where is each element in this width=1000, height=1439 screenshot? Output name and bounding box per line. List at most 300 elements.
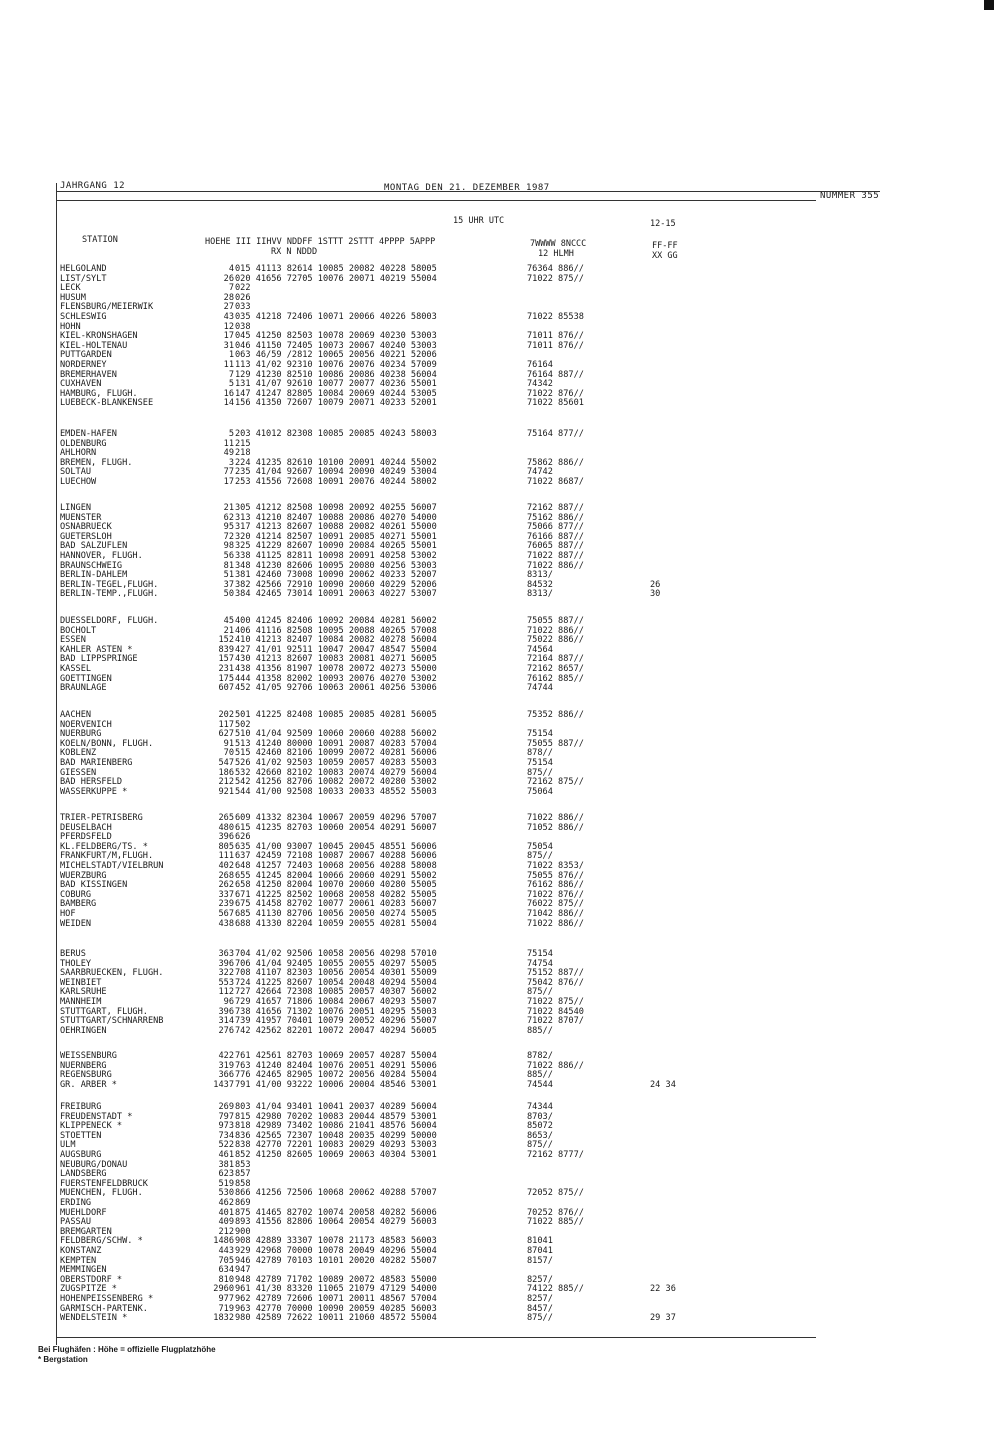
weather-code: 75154 xyxy=(527,758,553,768)
weather-code: 76065 887// xyxy=(527,541,584,552)
weather-code: 76166 887// xyxy=(527,531,584,542)
synop-code: 381 42460 73008 10090 20062 40233 52007 xyxy=(235,570,437,581)
weather-code: 8703/ xyxy=(527,1111,553,1122)
weather-code: 71022 886// xyxy=(527,813,584,823)
station-height: 1486 xyxy=(213,1236,234,1247)
table-row xyxy=(0,562,1000,572)
table-row xyxy=(0,778,1000,788)
station-name: THOLEY xyxy=(60,958,92,969)
synop-code: 317 41213 82607 10088 20082 40261 55000 xyxy=(235,522,437,533)
weather-code: 8653/ xyxy=(527,1130,553,1141)
table-row xyxy=(0,1257,1000,1267)
table-row xyxy=(0,1305,1000,1315)
station-name: WUERZBURG xyxy=(60,870,107,881)
table-row xyxy=(0,380,1000,390)
station-name: FREIBURG xyxy=(60,1102,102,1112)
station-name: KAHLER ASTEN * xyxy=(60,644,133,655)
table-row xyxy=(0,1027,1000,1037)
station-height: 5 xyxy=(228,429,234,439)
station-name: NUERBURG xyxy=(60,729,102,740)
station-height: 422 xyxy=(218,1051,234,1061)
weather-header-1: 7WWWW 8NCCC xyxy=(530,239,587,249)
synop-code: 908 42889 33307 10078 21173 48583 56003 xyxy=(235,1236,437,1247)
volume-label: JAHRGANG 12 xyxy=(60,181,126,191)
weather-code: 72052 875// xyxy=(527,1188,584,1199)
table-row xyxy=(0,351,1000,361)
synop-code: 742 42562 82201 10072 20047 40294 56005 xyxy=(235,1025,437,1036)
station-name: WASSERKUPPE * xyxy=(60,786,128,797)
station-height: 401 xyxy=(218,1207,234,1218)
table-row xyxy=(0,891,1000,901)
table-row xyxy=(0,814,1000,824)
station-height: 522 xyxy=(218,1140,234,1151)
weather-code: 75022 886// xyxy=(527,635,584,646)
table-row xyxy=(0,514,1000,524)
weather-code: 71022 876// xyxy=(527,889,584,900)
synop-code: 224 41235 82610 10100 20091 40244 55002 xyxy=(235,457,437,468)
station-name: FLENSBURG/MEIERWIK xyxy=(60,302,154,313)
station-height: 21 xyxy=(223,503,234,513)
weather-code: 72164 887// xyxy=(527,654,584,665)
synop-code: 033 xyxy=(235,302,251,313)
station-height: 402 xyxy=(218,861,234,871)
synop-code: 727 42664 72308 10085 20057 40307 56002 xyxy=(235,987,437,998)
station-height: 51 xyxy=(223,570,234,581)
station-height: 212 xyxy=(218,777,234,788)
weather-code: 74344 xyxy=(527,1102,553,1112)
weather-code: 75055 876// xyxy=(527,870,584,881)
synop-code: 729 41657 71806 10084 20067 40293 55007 xyxy=(235,997,437,1007)
station-height: 3 xyxy=(228,457,234,468)
header-rule xyxy=(56,191,880,192)
station-name: BERUS xyxy=(60,949,86,959)
table-row xyxy=(0,1113,1000,1123)
station-height: 212 xyxy=(218,1226,234,1237)
station-height: 16 xyxy=(223,388,234,399)
station-name: BOCHOLT xyxy=(60,625,97,636)
table-row xyxy=(0,769,1000,779)
wind-period-header: 12-15 xyxy=(650,219,676,229)
station-name: BERLIN-TEMP.,FLUGH. xyxy=(60,589,159,600)
weather-code: 71022 875// xyxy=(527,273,584,284)
station-name: OEHRINGEN xyxy=(60,1025,107,1036)
station-name: KARLSRUHE xyxy=(60,987,107,998)
station-height: 56 xyxy=(223,551,234,561)
synop-code: 946 42789 70103 10101 20020 40282 55007 xyxy=(235,1255,437,1266)
station-height: 11 xyxy=(223,360,234,370)
synop-code: 147 41247 82805 10084 20069 40244 53005 xyxy=(235,388,437,399)
table-row xyxy=(0,459,1000,469)
table-row xyxy=(0,440,1000,450)
weather-code: 75154 xyxy=(527,729,553,740)
table-row xyxy=(0,910,1000,920)
gust-code: 30 xyxy=(650,589,661,600)
station-height: 363 xyxy=(218,949,234,959)
weather-code: 72162 875// xyxy=(527,777,584,788)
synop-code: 963 42770 70000 10090 20059 40285 56003 xyxy=(235,1303,437,1314)
table-row xyxy=(0,1276,1000,1286)
weather-code: 71022 85538 xyxy=(527,312,584,322)
table-row xyxy=(0,552,1000,562)
table-row xyxy=(0,711,1000,721)
station-height: 91 xyxy=(223,738,234,749)
weather-code: 75064 xyxy=(527,786,553,797)
synop-code: 685 41130 82706 10056 20050 40274 55005 xyxy=(235,909,437,919)
station-name: DUESSELDORF, FLUGH. xyxy=(60,616,159,626)
station-height: 396 xyxy=(218,832,234,843)
gust-code: 29 37 xyxy=(650,1313,676,1324)
synop-code: 708 41107 82303 10056 20054 40301 55009 xyxy=(235,968,437,979)
station-name: KOELN/BONN, FLUGH. xyxy=(60,738,154,749)
table-row xyxy=(0,969,1000,979)
table-row xyxy=(0,332,1000,342)
station-name: AACHEN xyxy=(60,710,92,720)
station-name: LANDSBERG xyxy=(60,1169,107,1180)
table-row xyxy=(0,788,1000,798)
header-rule-2 xyxy=(56,200,816,201)
table-row xyxy=(0,265,1000,275)
synop-code: 313 41210 82407 10088 20086 40270 54000 xyxy=(235,512,437,523)
footnote-airports: Bei Flughäfen : Höhe = offizielle Flugplatzhöhe xyxy=(38,1345,216,1354)
weather-code: 8257/ xyxy=(527,1274,553,1285)
synop-code: 427 41/01 92511 10047 20047 48547 55004 xyxy=(235,644,437,655)
weather-code: 8257/ xyxy=(527,1294,553,1304)
weather-code: 75042 876// xyxy=(527,977,584,988)
station-height: 1 xyxy=(228,350,234,361)
station-name: NEUBURG/DONAU xyxy=(60,1159,128,1170)
synop-code: 763 41240 82404 10076 20051 40291 55006 xyxy=(235,1060,437,1071)
station-name: SAARBRUECKEN, FLUGH. xyxy=(60,968,164,979)
weather-code: 75055 887// xyxy=(527,616,584,626)
table-row xyxy=(0,646,1000,656)
station-height: 26 xyxy=(223,273,234,284)
station-height: 262 xyxy=(218,880,234,891)
synop-code: 400 41245 82406 10092 20084 40281 56002 xyxy=(235,616,437,626)
station-name: REGENSBURG xyxy=(60,1070,112,1081)
synop-code: 501 41225 82408 10085 20085 40281 56005 xyxy=(235,710,437,720)
weather-code: 75164 877// xyxy=(527,429,584,439)
station-name: KL.FELDBERG/TS. * xyxy=(60,841,148,852)
station-name: WEIDEN xyxy=(60,918,92,929)
table-row xyxy=(0,1247,1000,1257)
station-height: 7 xyxy=(228,369,234,380)
weather-code: 75152 887// xyxy=(527,968,584,979)
synop-code: 510 41/04 92509 10060 20060 40288 56002 xyxy=(235,729,437,740)
table-row xyxy=(0,430,1000,440)
station-height: 17 xyxy=(223,331,234,342)
station-name: OBERSTDORF * xyxy=(60,1274,123,1285)
table-row xyxy=(0,303,1000,313)
table-row xyxy=(0,998,1000,1008)
synop-code: 502 xyxy=(235,719,251,730)
weather-code: 71022 886// xyxy=(527,1060,584,1071)
synop-code: 858 xyxy=(235,1178,251,1189)
station-height: 2960 xyxy=(213,1284,234,1295)
weather-code: 75066 877// xyxy=(527,522,584,533)
station-name: GIESSEN xyxy=(60,767,97,778)
station-height: 1832 xyxy=(213,1313,234,1324)
weather-code: 885// xyxy=(527,1070,553,1081)
weather-code: 71022 8707/ xyxy=(527,1016,584,1027)
station-name: BAD HERSFELD xyxy=(60,777,123,788)
synop-code: 761 42561 82703 10069 20057 40287 55004 xyxy=(235,1051,437,1061)
synop-code: 020 41656 72705 10076 20071 40219 55004 xyxy=(235,273,437,284)
station-height: 81 xyxy=(223,560,234,571)
weather-code: 71022 886// xyxy=(527,918,584,929)
table-row xyxy=(0,1132,1000,1142)
synop-code: 218 xyxy=(235,448,251,459)
synop-code: 803 41/04 93401 10041 20037 40289 56004 xyxy=(235,1102,437,1112)
gust-code: 26 xyxy=(650,579,661,590)
table-row xyxy=(0,478,1000,488)
table-row xyxy=(0,1266,1000,1276)
table-row xyxy=(0,655,1000,665)
synop-code: 900 xyxy=(235,1226,251,1237)
station-height: 973 xyxy=(218,1121,234,1132)
table-row xyxy=(0,749,1000,759)
synop-code: 852 41250 82605 10069 20063 40304 53001 xyxy=(235,1150,437,1160)
weather-code: 75162 886// xyxy=(527,512,584,523)
station-height: 186 xyxy=(218,767,234,778)
station-height: 366 xyxy=(218,1070,234,1081)
code-header-2: RX N NDDD xyxy=(271,247,318,257)
weather-code: 8157/ xyxy=(527,1255,553,1266)
station-name: ERDING xyxy=(60,1198,92,1208)
station-name: BAD SALZUFLEN xyxy=(60,541,128,552)
station-height: 70 xyxy=(223,748,234,759)
table-row xyxy=(0,1141,1000,1151)
station-name: BERLIN-DAHLEM xyxy=(60,570,128,581)
weather-code: 84532 xyxy=(527,579,553,590)
table-row xyxy=(0,284,1000,294)
weather-code: 71022 887// xyxy=(527,551,584,561)
synop-code: 791 41/00 93222 10006 20004 48546 53001 xyxy=(235,1079,437,1090)
weather-code: 8782/ xyxy=(527,1051,553,1061)
station-height: 96 xyxy=(223,997,234,1007)
weather-code: 875// xyxy=(527,1313,553,1324)
table-row xyxy=(0,675,1000,685)
station-height: 627 xyxy=(218,729,234,740)
table-row xyxy=(0,1295,1000,1305)
station-height: 265 xyxy=(218,813,234,823)
synop-code: 853 xyxy=(235,1159,251,1170)
station-height: 231 xyxy=(218,664,234,674)
synop-code: 063 46/59 /2812 10065 20056 40221 52006 xyxy=(235,350,437,361)
station-name: HOHN xyxy=(60,321,81,332)
station-name: MICHELSTADT/VIELBRUN xyxy=(60,861,164,871)
weather-code: 71052 886// xyxy=(527,822,584,833)
station-name: LECK xyxy=(60,283,81,294)
station-name: BREMERHAVEN xyxy=(60,369,117,380)
synop-code: 980 42589 72622 10011 21060 48572 55004 xyxy=(235,1313,437,1324)
synop-code: 615 41235 82703 10060 20054 40291 56007 xyxy=(235,822,437,833)
table-row xyxy=(0,665,1000,675)
synop-code: 532 42660 82102 10083 20074 40279 56004 xyxy=(235,767,437,778)
station-height: 49 xyxy=(223,448,234,459)
table-row xyxy=(0,1180,1000,1190)
station-height: 77 xyxy=(223,467,234,478)
station-name: NORDERNEY xyxy=(60,360,107,370)
synop-code: 893 41556 82806 10064 20054 40279 56003 xyxy=(235,1217,437,1228)
station-name: STUTTGART/SCHNARRENB xyxy=(60,1016,164,1027)
synop-code: 948 42789 71702 10089 20072 48583 55000 xyxy=(235,1274,437,1285)
synop-code: 015 41113 82614 10085 20082 40228 58005 xyxy=(235,264,437,274)
synop-code: 866 41256 72506 10068 20062 40288 57007 xyxy=(235,1188,437,1199)
station-height: 17 xyxy=(223,477,234,487)
station-name: MUENSTER xyxy=(60,512,102,523)
synop-code: 648 41257 72403 10068 20056 40288 58008 xyxy=(235,861,437,871)
issue-number: NUMMER 355 xyxy=(820,191,880,201)
weather-code: 875// xyxy=(527,987,553,998)
table-row xyxy=(0,627,1000,637)
table-row xyxy=(0,920,1000,930)
station-height: 547 xyxy=(218,758,234,768)
station-height: 43 xyxy=(223,312,234,322)
station-name: COBURG xyxy=(60,889,92,900)
synop-code: 776 42465 82905 10072 20056 40284 55004 xyxy=(235,1070,437,1081)
synop-code: 658 41250 82004 10070 20060 40280 55005 xyxy=(235,880,437,891)
weather-code: 72162 887// xyxy=(527,503,584,513)
station-name: FELDBERG/SCHW. * xyxy=(60,1236,143,1247)
station-name: KLIPPENECK * xyxy=(60,1121,123,1132)
synop-code: 430 41213 82607 10083 20081 40271 56005 xyxy=(235,654,437,665)
weather-code: 75054 xyxy=(527,841,553,852)
synop-code: 724 41225 82607 10054 20048 40294 55004 xyxy=(235,977,437,988)
station-height: 98 xyxy=(223,541,234,552)
station-height: 438 xyxy=(218,918,234,929)
table-row xyxy=(0,862,1000,872)
station-name: LIST/SYLT xyxy=(60,273,107,284)
synop-code: 706 41/04 92405 10055 20055 40297 55005 xyxy=(235,958,437,969)
station-height: 14 xyxy=(223,398,234,409)
weather-code: 72162 8777/ xyxy=(527,1150,584,1160)
station-name: OSNABRUECK xyxy=(60,522,112,533)
station-name: KIEL-HOLTENAU xyxy=(60,340,128,351)
station-name: FREUDENSTADT * xyxy=(60,1111,133,1122)
table-row xyxy=(0,684,1000,694)
station-name: KIEL-KRONSHAGEN xyxy=(60,331,138,342)
station-height: 381 xyxy=(218,1159,234,1170)
station-header: STATION xyxy=(82,235,118,245)
station-height: 111 xyxy=(218,851,234,862)
synop-code: 836 42565 72307 10048 20035 40299 50000 xyxy=(235,1130,437,1141)
table-row xyxy=(0,721,1000,731)
station-name: DEUSELBACH xyxy=(60,822,112,833)
synop-code: 704 41/02 92506 10058 20056 40298 57010 xyxy=(235,949,437,959)
station-name: AHLHORN xyxy=(60,448,97,459)
synop-code: 869 xyxy=(235,1198,251,1208)
table-row xyxy=(0,950,1000,960)
station-height: 21 xyxy=(223,625,234,636)
table-row xyxy=(0,468,1000,478)
table-row xyxy=(0,275,1000,285)
synop-code: 513 41240 80000 10091 20087 40283 57004 xyxy=(235,738,437,749)
weather-code: 71011 876// xyxy=(527,331,584,342)
station-height: 443 xyxy=(218,1246,234,1256)
station-height: 461 xyxy=(218,1150,234,1160)
weather-code: 8457/ xyxy=(527,1303,553,1314)
table-row xyxy=(0,900,1000,910)
station-height: 276 xyxy=(218,1025,234,1036)
station-height: 567 xyxy=(218,909,234,919)
station-height: 921 xyxy=(218,786,234,797)
table-row xyxy=(0,617,1000,627)
station-name: PASSAU xyxy=(60,1217,92,1228)
weather-code: 74742 xyxy=(527,467,553,478)
synop-code: 929 42968 70000 10078 20049 40296 55004 xyxy=(235,1246,437,1256)
table-row xyxy=(0,590,1000,600)
station-name: EMDEN-HAFEN xyxy=(60,429,117,439)
station-name: KOBLENZ xyxy=(60,748,97,759)
station-height: 977 xyxy=(218,1294,234,1304)
table-row xyxy=(0,1237,1000,1247)
station-name: WEISSENBURG xyxy=(60,1051,117,1061)
station-name: HANNOVER, FLUGH. xyxy=(60,551,143,561)
synop-code: 444 41358 82002 10093 20076 40270 53002 xyxy=(235,673,437,684)
station-height: 797 xyxy=(218,1111,234,1122)
weather-code: 71042 886// xyxy=(527,909,584,919)
table-row xyxy=(0,1161,1000,1171)
synop-code: 452 41/05 92706 10063 20061 40256 53006 xyxy=(235,683,437,694)
station-height: 12 xyxy=(223,321,234,332)
station-height: 62 xyxy=(223,512,234,523)
weather-code: 885// xyxy=(527,1025,553,1036)
station-name: KEMPTEN xyxy=(60,1255,97,1266)
weather-code: 71022 84540 xyxy=(527,1006,584,1017)
station-height: 314 xyxy=(218,1016,234,1027)
synop-code: 542 41256 82706 10082 20072 40280 53002 xyxy=(235,777,437,788)
synop-code: 045 41250 82503 10078 20069 40230 53003 xyxy=(235,331,437,342)
synop-code: 026 xyxy=(235,292,251,303)
station-height: 396 xyxy=(218,1006,234,1017)
synop-code: 626 xyxy=(235,832,251,843)
weather-code: 74122 885// xyxy=(527,1284,584,1295)
station-name: OLDENBURG xyxy=(60,438,107,449)
weather-code: 75154 xyxy=(527,949,553,959)
station-name: HOF xyxy=(60,909,76,919)
synop-code: 815 42980 70202 10083 20044 48579 53001 xyxy=(235,1111,437,1122)
weather-code: 71022 85601 xyxy=(527,398,584,409)
synop-code: 131 41/07 92610 10077 20077 40236 55001 xyxy=(235,379,437,390)
weather-code: 875// xyxy=(527,851,553,862)
station-name: BAMBERG xyxy=(60,899,97,910)
weather-code: 71022 8353/ xyxy=(527,861,584,871)
weather-code: 70252 876// xyxy=(527,1207,584,1218)
station-name: MEMMINGEN xyxy=(60,1265,107,1276)
weather-code: 87041 xyxy=(527,1246,553,1256)
table-row xyxy=(0,881,1000,891)
station-name: PFERDSFELD xyxy=(60,832,112,843)
synop-code: 818 42989 73402 10086 21041 48576 56004 xyxy=(235,1121,437,1132)
synop-code: 857 xyxy=(235,1169,251,1180)
weather-code: 81041 xyxy=(527,1236,553,1247)
table-row xyxy=(0,1017,1000,1027)
station-height: 553 xyxy=(218,977,234,988)
date-label: MONTAG DEN 21. DEZEMBER 1987 xyxy=(384,183,550,193)
synop-code: 675 41458 82702 10077 20061 40283 56007 xyxy=(235,899,437,910)
station-height: 239 xyxy=(218,899,234,910)
table-row xyxy=(0,323,1000,333)
table-row xyxy=(0,1170,1000,1180)
weather-code: 875// xyxy=(527,1140,553,1151)
gust-header-1: FF-FF xyxy=(652,241,678,251)
weather-code: 71022 8687/ xyxy=(527,477,584,487)
station-name: MUENCHEN, FLUGH. xyxy=(60,1188,143,1199)
synop-code: 526 41/02 92503 10059 20057 40283 55003 xyxy=(235,758,437,768)
weather-code: 76162 885// xyxy=(527,673,584,684)
table-row xyxy=(0,342,1000,352)
station-name: GR. ARBER * xyxy=(60,1079,117,1090)
